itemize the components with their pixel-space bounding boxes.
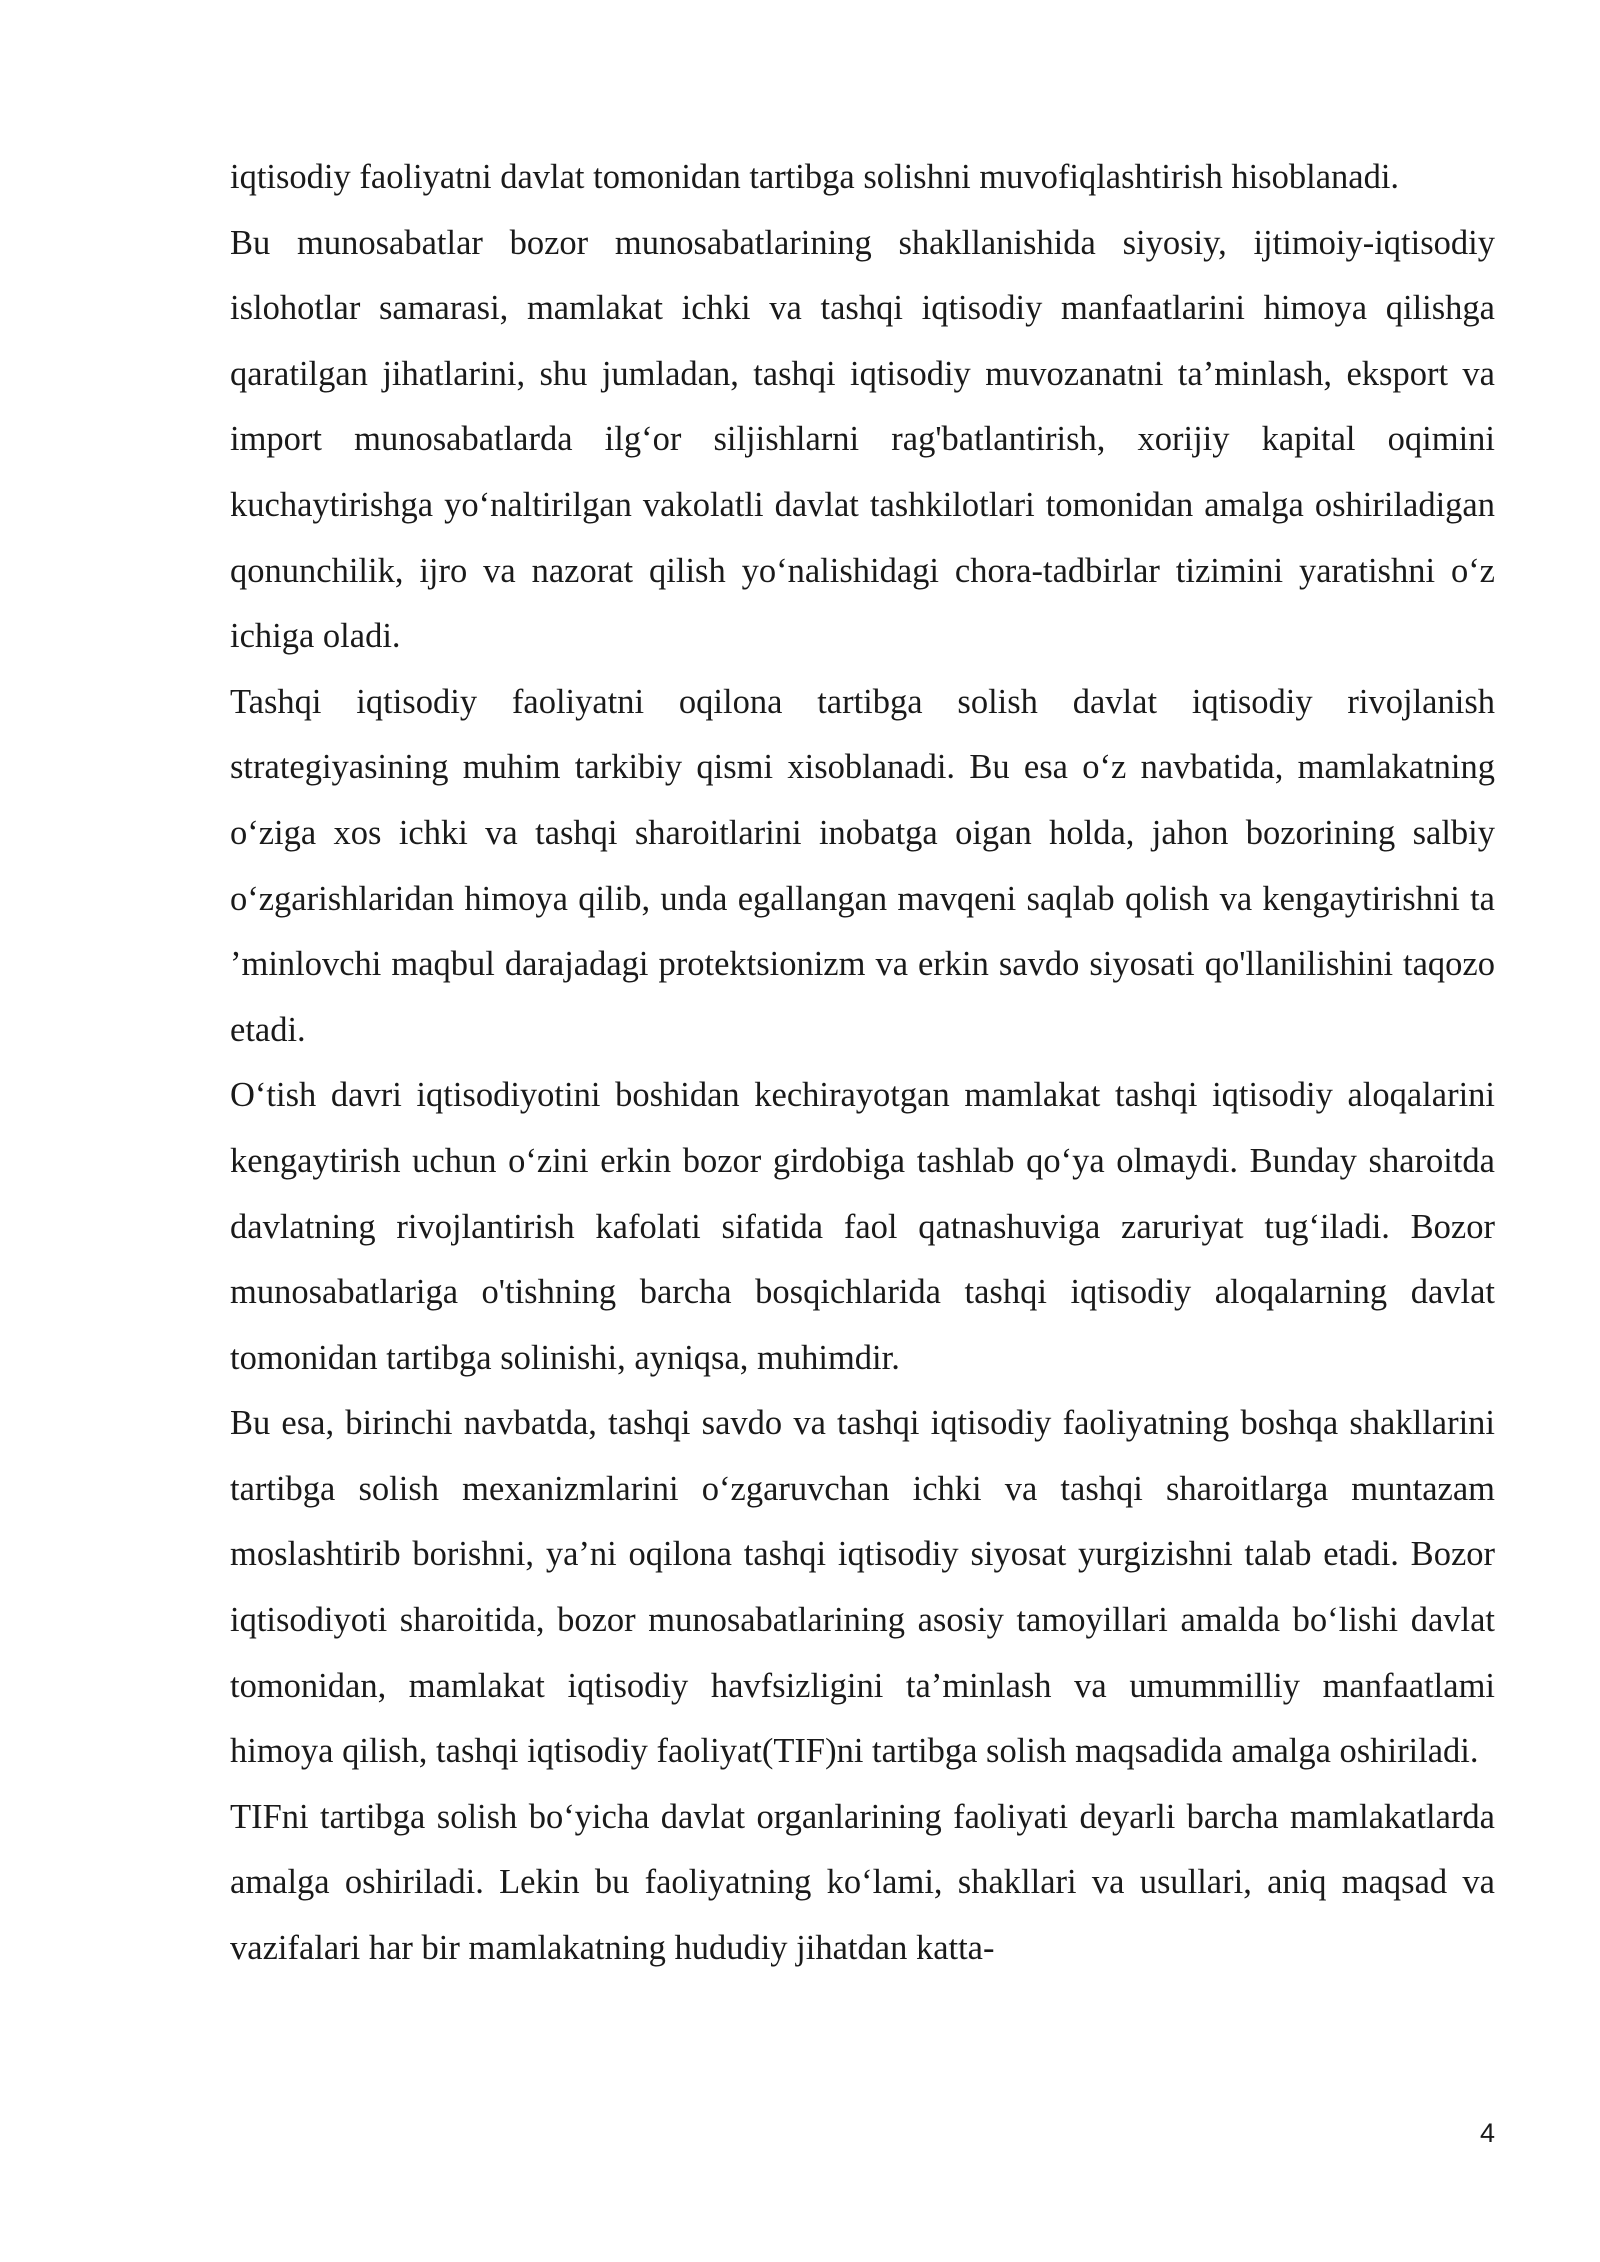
paragraph-1: iqtisodiy faoliyatni davlat tomonidan tartibga solishni muvofiqlashtirish hisoblanadi. — [230, 158, 1400, 196]
paragraph-4: O‘tish davri iqtisodiyotini boshidan kechirayotgan mamlakat tashqi iqtisodiy aloqalarini kengaytirish uchun o‘zini erkin bozor girdobiga tashlab qo‘ya olmaydi. Bunday sharoitda davlatning rivojlantirish kafolati sifatida faol qatnashuviga zaruriyat tug‘iladi. Bozor munosabatlariga o'tishning barcha bosqichlarida tashqi iqtisodiy aloqalarning davlat tomonidan tartibga solinishi, ayniqsa, muhimdir. — [230, 1076, 1495, 1377]
body-text — [230, 145, 1495, 1982]
paragraph-3: Tashqi iqtisodiy faoliyatni oqilona tartibga solish davlat iqtisodiy rivojlanish strategiyasining muhim tarkibiy qismi xisoblanadi. Bu esa o‘z navbatida, mamlakatning o‘ziga xos ichki va tashqi sharoitlarini inobatga oigan holda, jahon bozorining salbiy o‘zgarishlaridan himoya qilib, unda egallangan mavqeni saqlab qolish va kengaytirishni ta ’minlovchi maqbul darajadagi protektsionizm va erkin savdo siyosati qo'llanilishini taqozo etadi. — [230, 682, 1495, 1049]
page-number: 4 — [1479, 2118, 1495, 2148]
paragraph-2: Bu munosabatlar bozor munosabatlarining shakllanishida siyosiy, ijtimoiy-iqtisodiy islohotlar samarasi, mamlakat ichki va tashqi iqtisodiy manfaatlarini himoya qilishga qaratilgan jihatlarini, shu jumladan, tashqi iqtisodiy muvozanatni ta’minlash, eksport va import munosabatlarda ilg‘or siljishlarni rag'batlantirish, xorijiy kapital oqimini kuchaytirishga yo‘naltirilgan vakolatli davlat tashkilotlari tomonidan amalga oshiriladigan qonunchilik, ijro va nazorat qilish yo‘nalishidagi chora-tadbirlar tizimini yaratishni o‘z ichiga oladi. — [230, 223, 1495, 656]
paragraph-6: TIFni tartibga solish bo‘yicha davlat organlarining faoliyati deyarli barcha mamlakatlarda amalga oshiriladi. Lekin bu faoliyatning ko‘lami, shakllari va usullari, aniq maqsad va vazifalari har bir mamlakatning hududiy jihatdan katta- — [230, 1797, 1495, 1968]
paragraph-5: Bu esa, birinchi navbatda, tashqi savdo va tashqi iqtisodiy faoliyatning boshqa shakllarini tartibga solish mexanizmlarini o‘zgaruvchan ichki va tashqi sharoitlarga muntazam moslashtirib borishni, ya’ni oqilona tashqi iqtisodiy siyosat yurgizishni talab etadi. Bozor iqtisodiyoti sharoitida, bozor munosabatlarining asosiy tamoyillari amalda bo‘lishi davlat tomonidan, mamlakat iqtisodiy havfsizligini ta’minlash va umummilliy manfaatlami himoya qilish, tashqi iqtisodiy faoliyat(TIF)ni tartibga solish maqsadida amalga oshiriladi. — [230, 1404, 1495, 1771]
